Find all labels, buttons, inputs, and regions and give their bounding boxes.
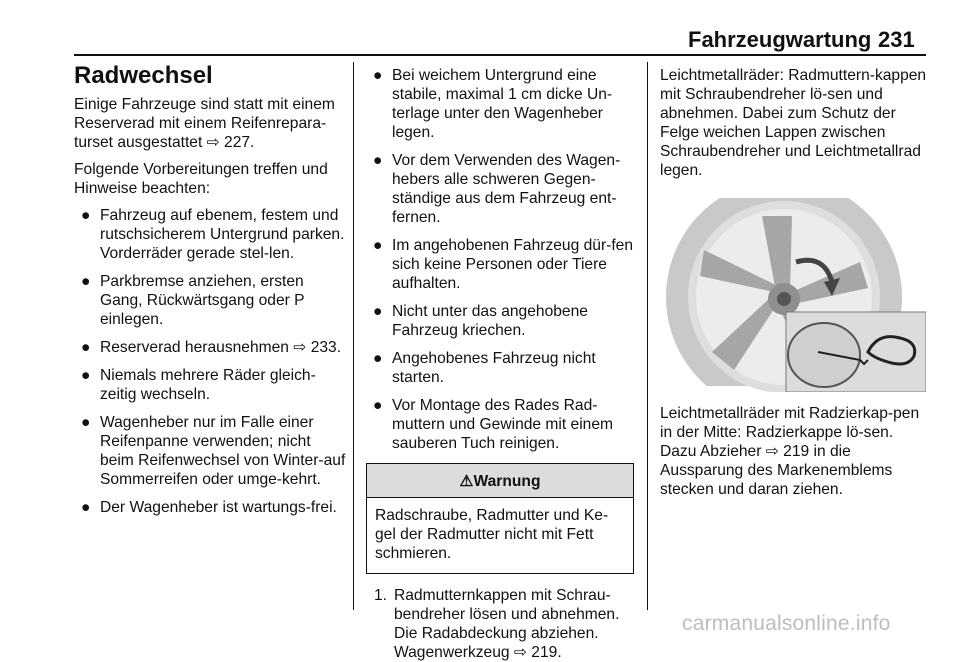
step-item [366,586,634,662]
list-item: ● Bei weichem Untergrund eine stabile, maximal 1 cm dicke Un-terlage unter den Wagenheber legen. [373,67,613,141]
column-divider-1 [353,62,354,610]
warning-triangle-icon: ⚠ [459,473,474,490]
preparation-paragraph: Folgende Vorbereitungen treffen und Hinweise beachten: [74,161,328,197]
list-item: ● Wagenheber nur im Falle einer Reifenpanne verwenden; nicht beim Reifenwechsel von Winter-auf Sommerreifen oder umge-kehrt. [81,414,346,488]
list-item: ● Niemals mehrere Räder gleich-zeitig wechseln. [81,367,316,403]
list-item: ● Nicht unter das angehobene Fahrzeug kriechen. [373,303,588,339]
column-1 [74,62,346,526]
intro-paragraph: Einige Fahrzeuge sind statt mit einem Reserverad mit einem Reifenrepara-turset ausgestattet ⇨ 227. [74,96,335,151]
list-item: ● Reserverad herausnehmen ⇨ 233. [81,339,342,356]
step-text: Radmutternkappen mit Schrau-bendreher lösen und abnehmen. Die Radabdeckung abziehen. Wagenwerkzeug ⇨ 219. [394,587,620,661]
list-item: ● Parkbremse anziehen, ersten Gang, Rückwärtsgang oder P einlegen. [81,273,305,328]
warning-text: Radschraube, Radmutter und Ke-gel der Radmutter nicht mit Fett schmieren. [375,507,609,562]
bullet-icon: ● [81,207,91,224]
bullet-icon: ● [81,367,91,384]
list-item: ● Vor dem Verwenden des Wagen-hebers alle schweren Gegen-ständige aus dem Fahrzeug ent-fernen. [373,152,621,226]
bullet-icon: ● [81,273,91,290]
bullet-icon: ● [81,339,91,356]
page-number: 231 [878,27,915,52]
warning-header [367,464,633,498]
hubcap-paragraph: Leichtmetallräder mit Radzierkap-pen in der Mitte: Radzierkappe lö-sen. Dazu Abzieher ⇨ 219 in die Aussparung des Markenemblems stecken und daran ziehen. [660,405,920,498]
alloy-wheel-paragraph: Leichtmetallräder: Radmuttern-kappen mit Schraubendreher lö-sen und abnehmen. Dabei zum Schutz der Felge weichen Lappen zwischen Schraubendreher und Leichtmetallrad legen. [660,67,927,179]
step-number: 1. [374,587,388,604]
header-rule [74,54,926,56]
safety-list [366,66,634,453]
list-item: ● Im angehobenen Fahrzeug dür-fen sich keine Personen oder Tiere aufhalten. [373,237,634,292]
chapter-title: Fahrzeugwartung [688,27,872,52]
list-item: ● Der Wagenheber ist wartungs-frei. [81,499,337,516]
column-3 [660,66,928,507]
bullet-icon: ● [373,350,383,367]
steps-list [366,586,634,662]
preparation-list [74,206,346,517]
bullet-icon: ● [81,414,91,431]
list-item: ● Vor Montage des Rades Rad-muttern und Gewinde mit einem sauberen Tuch reinigen. [373,397,614,452]
bullet-icon: ● [373,152,383,169]
column-2 [366,66,634,662]
bullet-icon: ● [373,237,383,254]
bullet-icon: ● [373,397,383,414]
list-item: ● Angehobenes Fahrzeug nicht starten. [373,350,596,386]
section-heading: Radwechsel [74,62,213,89]
wheel-cap-removal-illustration [664,192,926,392]
watermark: carmanualsonline.info [682,612,891,635]
warning-box [366,463,634,574]
bullet-icon: ● [373,67,383,84]
warning-title: Warnung [473,473,541,490]
bullet-icon: ● [373,303,383,320]
column-divider-2 [647,62,648,610]
list-item: ● Fahrzeug auf ebenem, festem und rutschsicherem Untergrund parken. Vorderräder gerade stel-len. [81,207,345,262]
bullet-icon: ● [81,499,91,516]
